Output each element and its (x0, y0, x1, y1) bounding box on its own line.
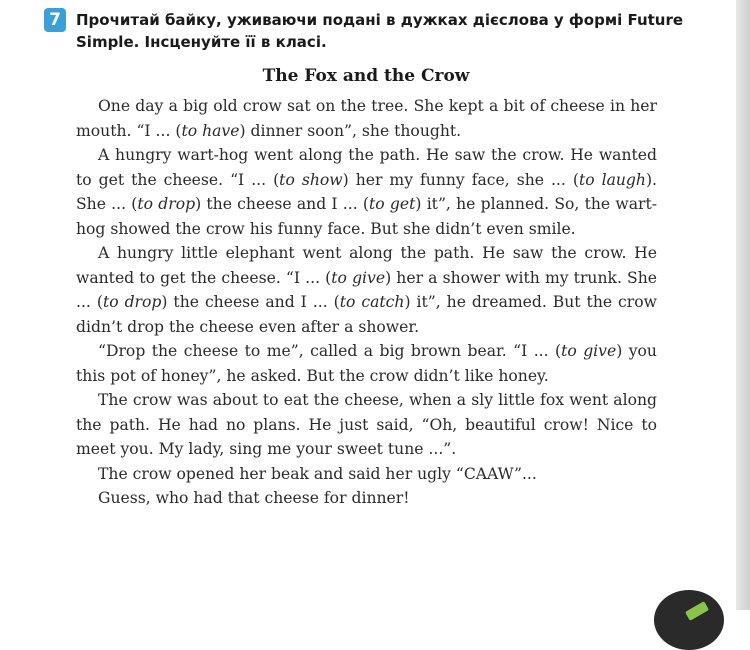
verb-prompt: to catch (339, 293, 405, 311)
verb-prompt: to laugh (578, 170, 646, 189)
verb-prompt: to give (561, 342, 617, 360)
story-paragraph-6: The crow opened her beak and said her ugly “CAAW”... (98, 464, 537, 483)
story-text-fragment: ) the cheese and I ... ( (161, 293, 340, 311)
story-text-fragment: ) the cheese and I ... ( (195, 195, 369, 213)
story-text-fragment: “Drop the cheese to me”, called a big brown bear. “I ... ( (98, 342, 562, 360)
verb-prompt: to have (181, 121, 240, 140)
story-text-fragment: A hungry little elephant went along the path. He saw the crow. He wanted to get the cheese. “I ... ( (76, 244, 657, 287)
story-text-fragment: ) her a shower with my trunk. She ... ( (76, 268, 657, 311)
exercise-number-badge: 7 (44, 8, 66, 32)
story-title: The Fox and the Crow (262, 66, 470, 86)
story-text-fragment: ). She ... ( (76, 170, 657, 213)
story-text-fragment: A hungry wart-hog went along the path. He saw the crow. He wanted to get the cheese. “I ... ( (76, 146, 657, 189)
verb-prompt: to get (369, 195, 416, 213)
story-text-fragment: ) it”, he dreamed. But the crow didn’t drop the cheese even after a shower. (76, 293, 657, 336)
story-paragraph-2 (76, 143, 657, 241)
story-paragraph-3 (76, 241, 657, 339)
story-text-fragment: One day a big old crow sat on the tree. She kept a bit of cheese in her mouth. “I ... ( (76, 97, 657, 140)
story-paragraph-4 (76, 339, 657, 388)
story-text-fragment: ) it”, he planned. So, the wart-hog showed the crow his funny face. But she didn’t even smile. (76, 195, 658, 238)
verb-prompt: to drop (102, 293, 162, 311)
story-text-fragment: ) you this pot of honey”, he asked. But the crow didn’t like honey. (76, 342, 657, 385)
story-text (76, 94, 657, 511)
story-text-fragment: ) her my funny face, she ... ( (342, 170, 579, 189)
verb-prompt: to drop (137, 195, 196, 213)
page-gutter-shadow (736, 0, 750, 610)
story-paragraph-7: Guess, who had that cheese for dinner! (98, 489, 410, 507)
story-text-fragment: ) dinner soon”, she thought. (239, 121, 462, 140)
story-paragraph-5: The crow was about to eat the cheese, when a sly little fox went along the path. He had no plans. He just said, “Oh, beautiful crow! Nice to meet you. My lady, sing me your sweet tune ...”. (76, 391, 657, 458)
verb-prompt: to show (279, 170, 343, 189)
exercise-instruction: Прочитай байку, уживаючи подані в дужках дієслова у формі Future Simple. Інсценуйте її в класі. (76, 11, 684, 51)
verb-prompt: to give (331, 268, 386, 287)
story-paragraph-1 (76, 94, 657, 143)
